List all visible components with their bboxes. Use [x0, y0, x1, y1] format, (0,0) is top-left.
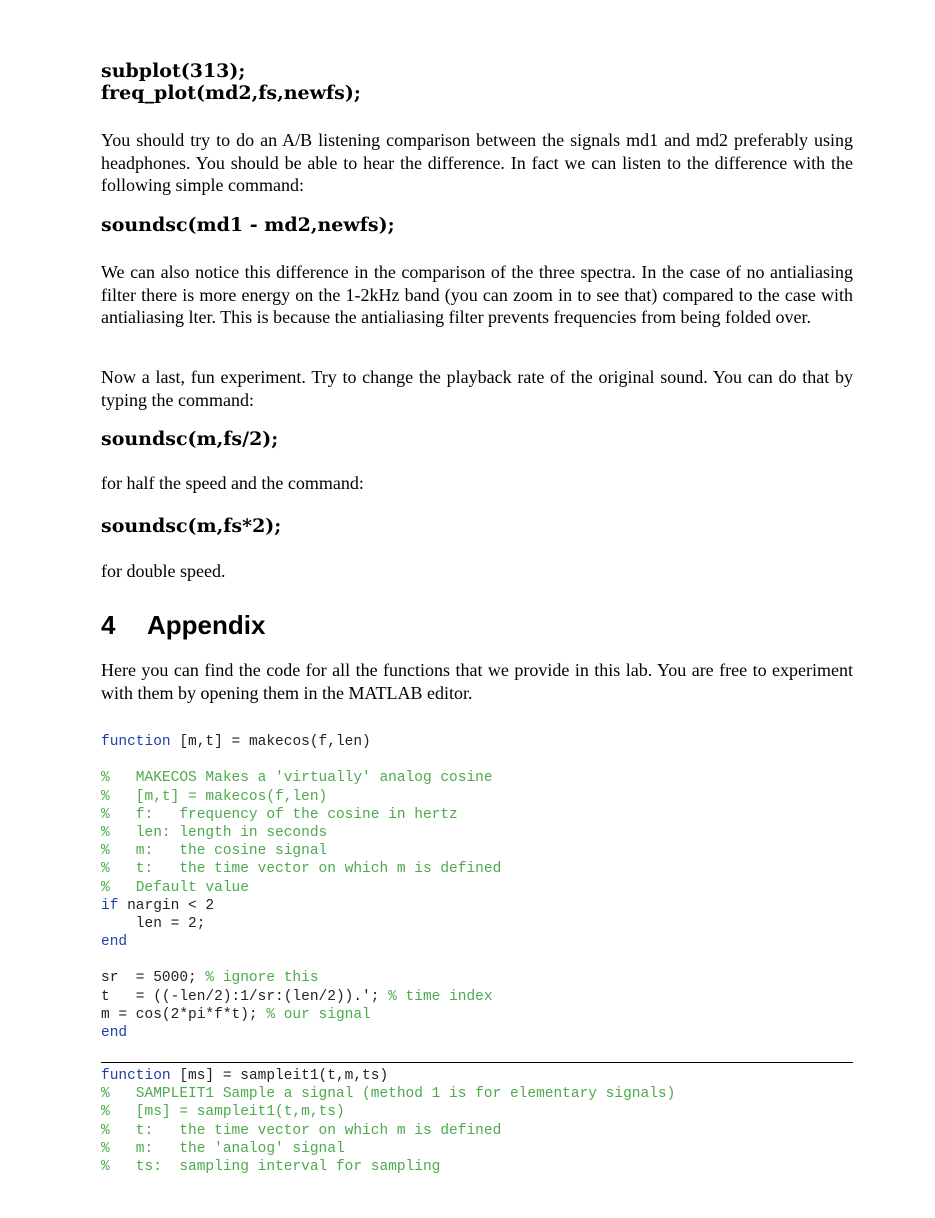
- code-command-freq-plot: freq_plot(md2,fs,newfs);: [101, 82, 361, 104]
- code-line: [101, 788, 501, 806]
- code-text: len = 2;: [101, 915, 206, 932]
- code-line: [101, 897, 501, 915]
- paragraph-playback: Now a last, fun experiment. Try to change the playback rate of the original sound. You can do that by typing the command:: [101, 367, 853, 410]
- code-text: [m,t] = makecos(f,len): [170, 734, 371, 750]
- code-comment: % t: the time vector on which m is defined: [101, 861, 502, 878]
- code-keyword: if: [101, 897, 119, 914]
- code-text: t = ((-len/2):1/sr:(len/2)).';: [101, 988, 389, 1005]
- paragraph-half-speed: for half the speed and the command:: [101, 473, 364, 493]
- code-text: sr = 5000;: [101, 970, 206, 987]
- code-text: m = cos(2*pi*f*t);: [101, 1006, 267, 1023]
- code-line: [101, 842, 501, 860]
- code-line: [101, 860, 501, 878]
- code-line: [101, 769, 501, 787]
- code-line: [101, 951, 501, 969]
- paragraph-appendix-intro: Here you can find the code for all the functions that we provide in this lab. You are free to experiment with them by opening them in the MATLAB editor.: [101, 660, 853, 703]
- code-keyword: end: [101, 1025, 128, 1041]
- code-line: [101, 879, 501, 897]
- code-comment: % ignore this: [205, 970, 319, 987]
- paragraph-spectra: We can also notice this difference in the comparison of the three spectra. In the case of no antialiasing filter there is more energy on the 1-2kHz band (you can zoom in to see that) compared to the case with antialiasing lter. This is because the antialiasing filter prevents frequencies from being folded over.: [101, 262, 853, 327]
- section-title: Appendix: [147, 610, 266, 640]
- code-comment: % t: the time vector on which m is defined: [101, 1122, 502, 1139]
- code-command-soundsc-double: soundsc(m,fs*2);: [101, 515, 282, 537]
- code-line: [101, 933, 501, 951]
- code-comment: % f: frequency of the cosine in hertz: [101, 806, 458, 823]
- code-line: [101, 1067, 675, 1085]
- code-line: [101, 1103, 675, 1121]
- code-line: [101, 824, 501, 842]
- code-line: [101, 1140, 675, 1158]
- code-comment: % our signal: [266, 1006, 371, 1023]
- code-command-subplot: subplot(313);: [101, 60, 246, 82]
- code-comment: % time index: [388, 988, 493, 1005]
- code-command-soundsc-half: soundsc(m,fs/2);: [101, 428, 279, 450]
- code-comment: % ts: sampling interval for sampling: [101, 1158, 441, 1175]
- code-comment: % Default value: [101, 879, 249, 896]
- code-comment: % [m,t] = makecos(f,len): [101, 788, 328, 805]
- code-line: [101, 969, 501, 987]
- code-line: [101, 733, 501, 751]
- code-text: [ms] = sampleit1(t,m,ts): [170, 1068, 389, 1084]
- code-line: [101, 1158, 675, 1176]
- code-line: [101, 915, 501, 933]
- code-text: nargin < 2: [118, 897, 215, 914]
- paragraph-ab-listening: You should try to do an A/B listening comparison between the signals md1 and md2 preferably using headphones. You should be able to hear the difference. In fact we can listen to the difference with the following simple command:: [101, 130, 853, 195]
- code-line: [101, 1024, 501, 1042]
- code-keyword: function: [101, 1068, 171, 1084]
- code-line: [101, 1085, 675, 1103]
- code-line: [101, 806, 501, 824]
- code-comment: % len: length in seconds: [101, 824, 328, 841]
- code-block-sampleit1: [101, 1067, 675, 1176]
- code-command-soundsc-diff: soundsc(md1 - md2,newfs);: [101, 214, 395, 236]
- code-comment: % m: the 'analog' signal: [101, 1140, 345, 1157]
- code-keyword: function: [101, 734, 171, 750]
- code-comment: % MAKECOS Makes a 'virtually' analog cosine: [101, 770, 493, 787]
- code-line: [101, 1122, 675, 1140]
- section-heading: [101, 610, 265, 641]
- code-block-divider: [101, 1062, 853, 1063]
- code-comment: % SAMPLEIT1 Sample a signal (method 1 is for elementary signals): [101, 1086, 676, 1103]
- code-line: [101, 1006, 501, 1024]
- code-keyword: end: [101, 934, 128, 951]
- section-number: 4: [101, 610, 116, 640]
- code-line: [101, 988, 501, 1006]
- code-comment: % m: the cosine signal: [101, 843, 328, 860]
- code-comment: % [ms] = sampleit1(t,m,ts): [101, 1104, 345, 1121]
- paragraph-double-speed: for double speed.: [101, 561, 226, 581]
- code-block-makecos: [101, 733, 501, 1042]
- code-line: [101, 751, 501, 769]
